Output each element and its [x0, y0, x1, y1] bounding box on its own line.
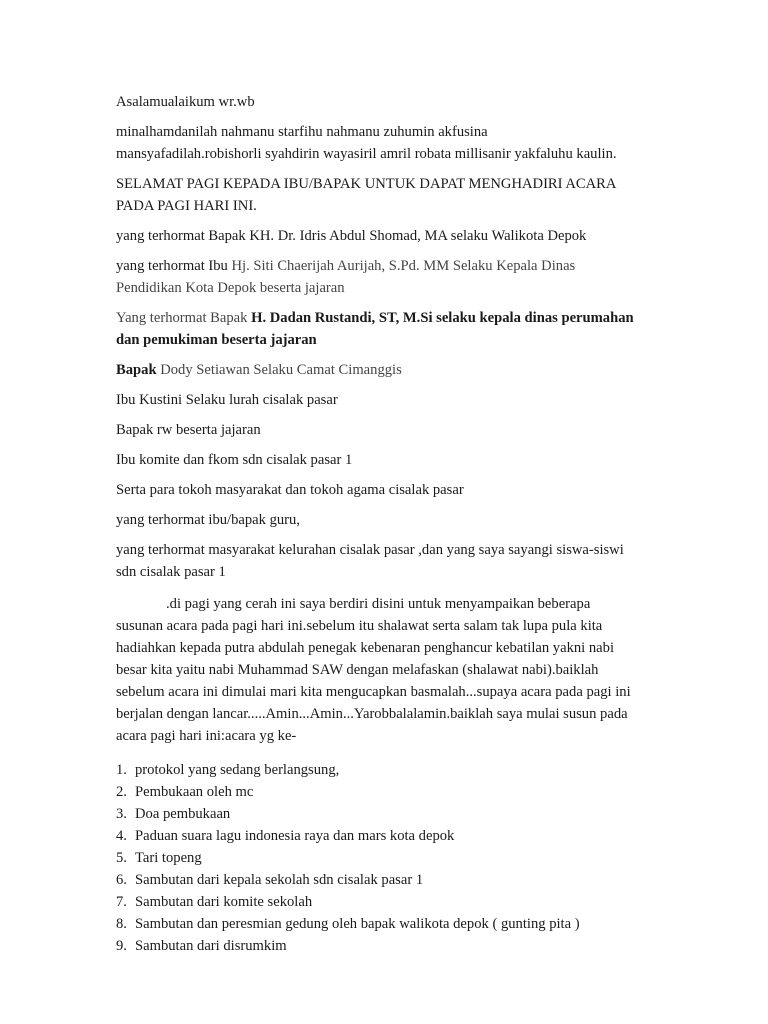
- list-item: [116, 825, 636, 847]
- list-item-number: 5.: [116, 850, 127, 866]
- list-item: [116, 847, 636, 869]
- honorific-lurah: Ibu Kustini Selaku lurah cisalak pasar: [116, 392, 338, 408]
- list-item-text: protokol yang sedang berlangsung,: [135, 762, 340, 778]
- list-item: [116, 759, 636, 781]
- list-item-text: Sambutan dari komite sekolah: [135, 894, 313, 910]
- list-item-text: Doa pembukaan: [135, 806, 231, 822]
- honorific-dinas-perumahan-prefix: Yang terhormat Bapak: [116, 310, 252, 326]
- list-item: [116, 913, 636, 935]
- list-item-number: 7.: [116, 894, 127, 910]
- list-item: [116, 803, 636, 825]
- list-item-text: Paduan suara lagu indonesia raya dan mars kota depok: [135, 828, 455, 844]
- list-item-number: 9.: [116, 938, 127, 954]
- honorific-tokoh: Serta para tokoh masyarakat dan tokoh agama cisalak pasar: [116, 482, 464, 498]
- body-paragraph: .di pagi yang cerah ini saya berdiri disini untuk menyampaikan beberapa susunan acara pada pagi hari ini.sebelum itu shalawat serta salam tak lupa pula kita hadiahkan kepada putra abdulah penegak kebenaran penghancur kebatilan yakni nabi besar kita yaitu nabi Muhammad SAW dengan melafaskan (shalawat nabi).baiklah sebelum acara ini dimulai mari kita mengucapkan basmalah...supaya acara pada pagi ini berjalan dengan lancar.....Amin...Amin...Yarobbalalamin.baiklah saya mulai susun pada acara pagi hari ini:acara yg ke-: [116, 596, 631, 744]
- honorific-komite: Ibu komite dan fkom sdn cisalak pasar 1: [116, 452, 353, 468]
- honorific-walikota: yang terhormat Bapak KH. Dr. Idris Abdul Shomad, MA selaku Walikota Depok: [116, 228, 587, 244]
- honorific-camat: [116, 359, 636, 381]
- list-item: [116, 781, 636, 803]
- document-page: [116, 91, 636, 957]
- honorific-masyarakat: yang terhormat masyarakat kelurahan cisalak pasar ,dan yang saya sayangi siswa-siswi sdn cisalak pasar 1: [116, 542, 624, 580]
- greeting-announcement: SELAMAT PAGI KEPADA IBU/BAPAK UNTUK DAPAT MENGHADIRI ACARA PADA PAGI HARI INI.: [116, 176, 616, 214]
- list-item-number: 6.: [116, 872, 127, 888]
- honorific-rw: Bapak rw beserta jajaran: [116, 422, 261, 438]
- agenda-list: [116, 759, 636, 957]
- opening-prayer: minalhamdanilah nahmanu starfihu nahmanu zuhumin akfusina mansyafadilah.robishorli syahdirin wayasiril amril robata millisanir yakfaluhu kaulin.: [116, 124, 617, 162]
- honorific-guru: yang terhormat ibu/bapak guru,: [116, 512, 300, 528]
- honorific-dinas-perumahan: [116, 307, 636, 351]
- honorific-kepala-dinas: [116, 255, 636, 299]
- list-item: [116, 869, 636, 891]
- list-item-text: Sambutan dari kepala sekolah sdn cisalak pasar 1: [135, 872, 424, 888]
- list-item-text: Tari topeng: [135, 850, 202, 866]
- list-item: [116, 891, 636, 913]
- greeting: Asalamualaikum wr.wb: [116, 94, 255, 110]
- list-item-number: 1.: [116, 762, 127, 778]
- list-item-text: Sambutan dan peresmian gedung oleh bapak walikota depok ( gunting pita ): [135, 916, 580, 932]
- list-item-text: Sambutan dari disrumkim: [135, 938, 287, 954]
- list-item-text: Pembukaan oleh mc: [135, 784, 254, 800]
- honorific-camat-name: Dody Setiawan Selaku Camat Cimanggis: [156, 362, 402, 378]
- list-item-number: 8.: [116, 916, 127, 932]
- honorific-kepala-dinas-prefix: yang terhormat Ibu: [116, 258, 232, 274]
- list-item-number: 2.: [116, 784, 127, 800]
- list-item-number: 3.: [116, 806, 127, 822]
- honorific-kepala-dinas-name: Hj. Siti Chaerijah Aurijah, S.Pd. MM Selaku Kepala Dinas Pendidikan Kota Depok beserta jajaran: [116, 258, 576, 296]
- honorific-dinas-perumahan-name: H. Dadan Rustandi, ST, M.Si selaku kepala dinas perumahan dan pemukiman beserta jajaran: [116, 310, 634, 348]
- list-item-number: 4.: [116, 828, 127, 844]
- honorific-camat-title: Bapak: [116, 362, 157, 378]
- list-item: [116, 935, 636, 957]
